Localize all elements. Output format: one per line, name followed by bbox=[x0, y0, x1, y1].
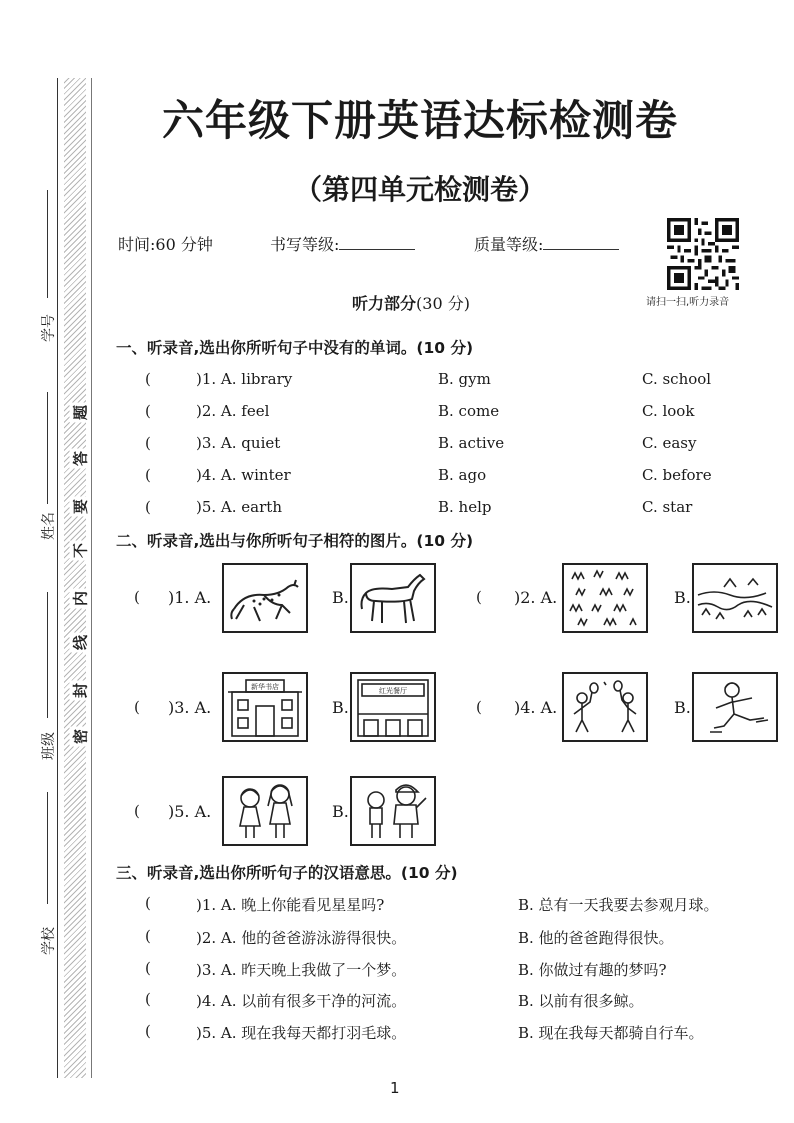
page-title: 六年级下册英语达标检测卷 bbox=[161, 96, 678, 145]
option-b: B. help bbox=[438, 498, 492, 516]
answer-paren[interactable]: ( bbox=[145, 498, 151, 516]
answer-paren[interactable]: ( bbox=[145, 402, 151, 420]
option-b: B. 总有一天我要去参观月球。 bbox=[518, 896, 719, 914]
seal-char: 答 bbox=[70, 449, 91, 469]
name-label: 姓名 bbox=[41, 512, 57, 540]
student-no-label: 学号 bbox=[41, 314, 57, 342]
answer-paren[interactable]: ( bbox=[134, 698, 140, 716]
seal-char: 内 bbox=[70, 589, 91, 609]
answer-paren[interactable]: ( bbox=[145, 894, 151, 912]
page-number: 1 bbox=[390, 1079, 400, 1097]
option-c: C. star bbox=[642, 498, 693, 516]
answer-paren[interactable]: ( bbox=[145, 370, 151, 388]
picture-question-label: )5. A. bbox=[168, 802, 212, 821]
seal-char: 要 bbox=[70, 497, 91, 517]
option-c: C. before bbox=[642, 466, 712, 484]
page-subtitle: （第四单元检测卷） bbox=[293, 173, 546, 206]
answer-paren[interactable]: ( bbox=[476, 588, 482, 606]
option-c: C. look bbox=[642, 402, 695, 420]
writing-grade-label: 书写等级: bbox=[270, 235, 340, 254]
option-b-label: B. bbox=[332, 802, 349, 821]
qr-code-icon[interactable] bbox=[667, 218, 739, 290]
answer-paren[interactable]: ( bbox=[145, 466, 151, 484]
option-a: )3. A. quiet bbox=[196, 434, 281, 452]
option-b: B. active bbox=[438, 434, 505, 452]
answer-paren[interactable]: ( bbox=[145, 434, 151, 452]
grass-field-icon[interactable] bbox=[562, 563, 648, 633]
listening-points: (30 分) bbox=[416, 294, 470, 313]
two-boys-icon[interactable] bbox=[350, 776, 436, 846]
option-b: B. 你做过有趣的梦吗? bbox=[518, 961, 667, 979]
option-a: )5. A. earth bbox=[196, 498, 282, 516]
skating-girl-icon[interactable] bbox=[692, 672, 778, 742]
name-line bbox=[47, 392, 48, 504]
badminton-kids-icon[interactable] bbox=[562, 672, 648, 742]
option-a: )2. A. feel bbox=[196, 402, 270, 420]
picture-question-label: )4. A. bbox=[514, 698, 558, 717]
option-b: B. 他的爸爸跑得很快。 bbox=[518, 929, 674, 947]
option-a: )1. A. 晚上你能看见星星吗? bbox=[196, 896, 385, 914]
school-line bbox=[47, 792, 48, 904]
qr-caption: 请扫一扫,听力录音 bbox=[646, 297, 730, 308]
listening-title-text: 听力部分 bbox=[352, 294, 417, 313]
option-b-label: B. bbox=[332, 698, 349, 717]
answer-paren[interactable]: ( bbox=[134, 802, 140, 820]
option-a: )4. A. 以前有很多干净的河流。 bbox=[196, 992, 407, 1010]
cheetah-icon[interactable] bbox=[222, 563, 308, 633]
picture-question-label: )3. A. bbox=[168, 698, 212, 717]
answer-paren[interactable]: ( bbox=[476, 698, 482, 716]
option-b: B. 以前有很多鲸。 bbox=[518, 992, 644, 1010]
class-label: 班级 bbox=[41, 732, 57, 760]
building-sign: 新华书店 bbox=[251, 683, 279, 691]
seal-char: 线 bbox=[70, 633, 91, 653]
section3-heading: 三、听录音,选出你所听句子的汉语意思。(10 分) bbox=[116, 864, 458, 882]
answer-paren[interactable]: ( bbox=[145, 927, 151, 945]
quality-grade-blank[interactable] bbox=[543, 235, 619, 250]
option-b: B. come bbox=[438, 402, 500, 420]
binding-hatch-strip bbox=[64, 78, 86, 1078]
option-c: C. easy bbox=[642, 434, 697, 452]
answer-paren[interactable]: ( bbox=[145, 1022, 151, 1040]
option-a: )5. A. 现在我每天都打羽毛球。 bbox=[196, 1024, 407, 1042]
seal-char: 不 bbox=[70, 541, 91, 561]
option-b-label: B. bbox=[332, 588, 349, 607]
listening-part-title bbox=[352, 291, 470, 314]
horse-icon[interactable] bbox=[350, 563, 436, 633]
quality-grade bbox=[474, 232, 619, 255]
restaurant-icon[interactable] bbox=[350, 672, 436, 742]
two-girls-icon[interactable] bbox=[222, 776, 308, 846]
picture-question-label: )2. A. bbox=[514, 588, 558, 607]
restaurant-sign: 红光餐厅 bbox=[379, 687, 407, 695]
river-landscape-icon[interactable] bbox=[692, 563, 778, 633]
answer-paren[interactable]: ( bbox=[134, 588, 140, 606]
building-icon[interactable] bbox=[222, 672, 308, 742]
section1-heading: 一、听录音,选出你所听句子中没有的单词。(10 分) bbox=[116, 339, 474, 357]
time-limit: 时间:60 分钟 bbox=[118, 235, 213, 254]
option-b: B. 现在我每天都骑自行车。 bbox=[518, 1024, 704, 1042]
quality-grade-label: 质量等级: bbox=[474, 235, 544, 254]
option-b: B. gym bbox=[438, 370, 491, 388]
class-line bbox=[47, 592, 48, 718]
option-a: )4. A. winter bbox=[196, 466, 291, 484]
option-b-label: B. bbox=[674, 588, 691, 607]
option-c: C. school bbox=[642, 370, 712, 388]
option-a: )2. A. 他的爸爸游泳游得很快。 bbox=[196, 929, 407, 947]
writing-grade-blank[interactable] bbox=[339, 235, 415, 250]
binding-edge-line bbox=[91, 78, 92, 1078]
option-a: )3. A. 昨天晚上我做了一个梦。 bbox=[196, 961, 407, 979]
school-label: 学校 bbox=[41, 927, 57, 955]
answer-paren[interactable]: ( bbox=[145, 990, 151, 1008]
seal-char: 封 bbox=[70, 681, 91, 701]
seal-char: 密 bbox=[70, 727, 91, 747]
option-b-label: B. bbox=[674, 698, 691, 717]
writing-grade bbox=[270, 232, 415, 255]
picture-question-label: )1. A. bbox=[168, 588, 212, 607]
option-a: )1. A. library bbox=[196, 370, 293, 388]
student-no-line bbox=[47, 190, 48, 298]
seal-char: 题 bbox=[70, 403, 91, 423]
section2-heading: 二、听录音,选出与你所听句子相符的图片。(10 分) bbox=[116, 532, 474, 550]
answer-paren[interactable]: ( bbox=[145, 959, 151, 977]
option-b: B. ago bbox=[438, 466, 487, 484]
